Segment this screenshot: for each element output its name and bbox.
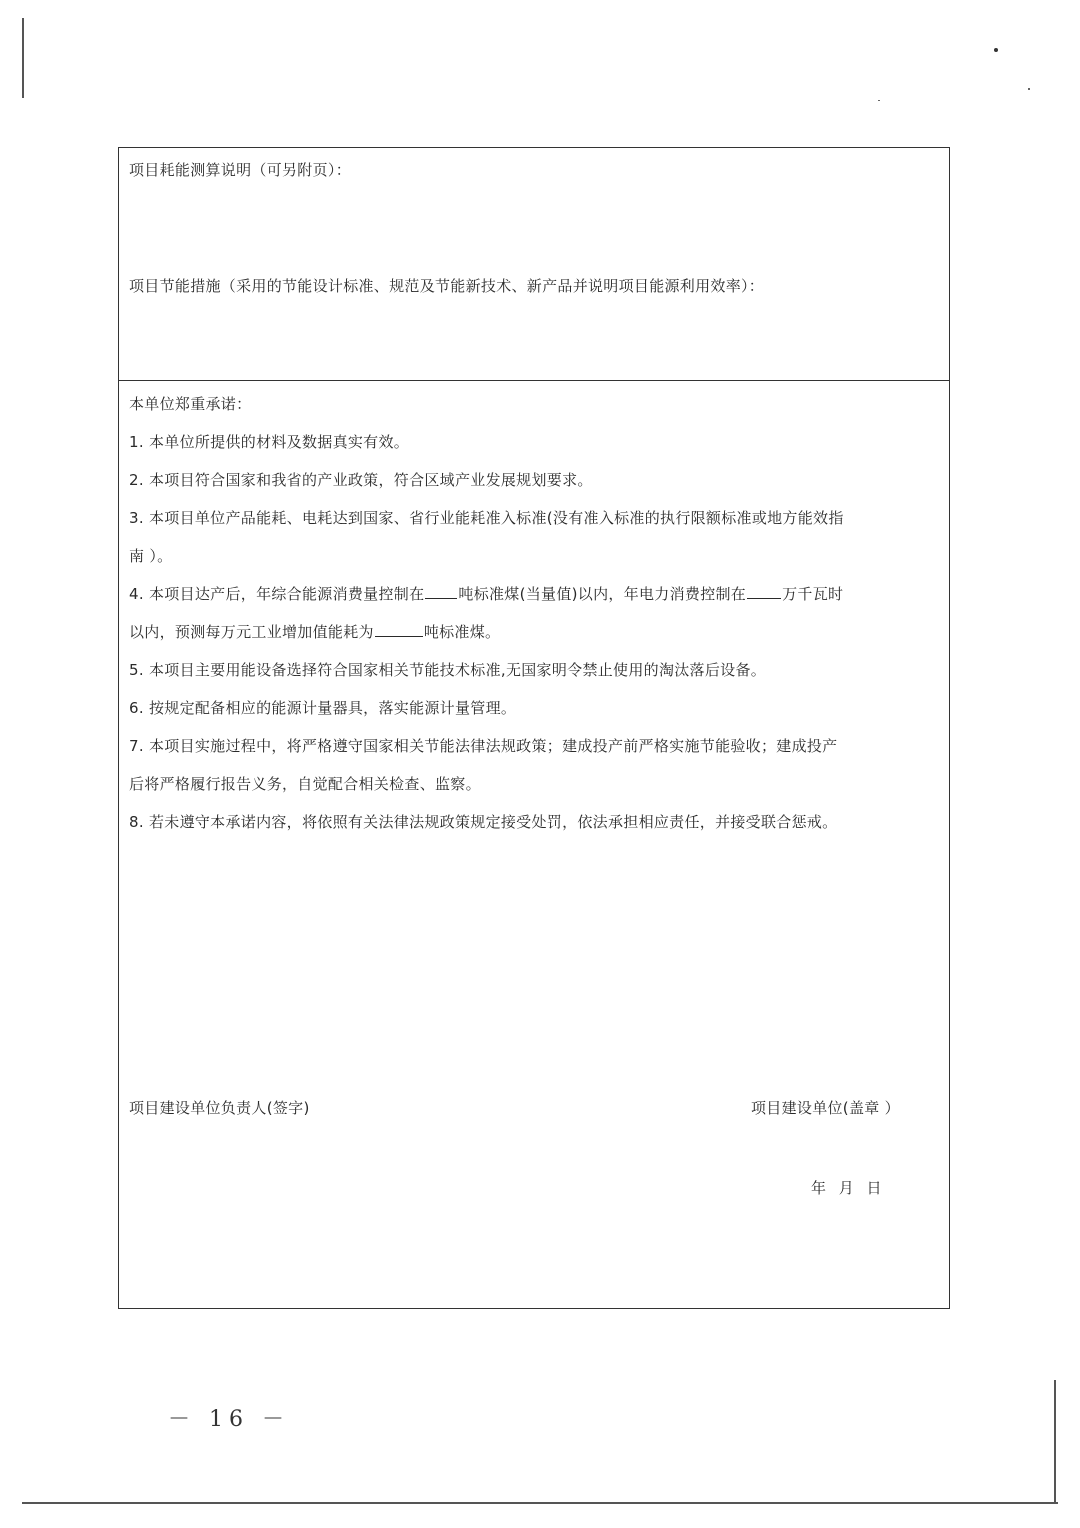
- date-label: 年 月 日: [811, 1179, 886, 1197]
- blank-energy-per-value: [375, 622, 423, 637]
- scan-speck: [994, 48, 998, 52]
- commitment-item-6: 6. 按规定配备相应的能源计量器具，落实能源计量管理。: [129, 699, 517, 717]
- unit-seal-label: 项目建设单位(盖章 ）: [751, 1099, 900, 1117]
- item-4-text-c: 万千瓦时: [782, 585, 844, 603]
- commitment-form: [118, 147, 950, 1309]
- commitment-item-3-cont: 南 ）。: [129, 547, 173, 565]
- commitment-item-2: 2. 本项目符合国家和我省的产业政策，符合区域产业发展规划要求。: [129, 471, 593, 489]
- commitment-item-7: 7. 本项目实施过程中，将严格遵守国家相关节能法律法规政策；建成投产前严格实施节能验收；建成投产: [129, 737, 838, 755]
- commitment-item-7-cont: 后将严格履行报告义务，自觉配合相关检查、监察。: [129, 775, 481, 793]
- responsible-person-signature-label: 项目建设单位负责人(签字): [129, 1099, 310, 1117]
- commitment-item-1: 1. 本单位所提供的材料及数据真实有效。: [129, 433, 410, 451]
- energy-calc-label: 项目耗能测算说明（可另附页）：: [129, 161, 352, 179]
- scan-speck: [878, 100, 880, 101]
- commitment-item-3: 3. 本项目单位产品能耗、电耗达到国家、省行业能耗准入标准(没有准入标准的执行限额标准或地方能效指: [129, 509, 844, 527]
- commitment-heading: 本单位郑重承诺：: [129, 395, 252, 413]
- commitment-item-8: 8. 若未遵守本承诺内容，将依照有关法律法规政策规定接受处罚，依法承担相应责任，并接受联合惩戒。: [129, 813, 838, 831]
- energy-measures-label: 项目节能措施（采用的节能设计标准、规范及节能新技术、新产品并说明项目能源利用效率）：: [129, 277, 765, 295]
- page-number: － 16 －: [168, 1407, 290, 1432]
- commitment-item-4-cont: [129, 622, 500, 642]
- blank-energy-consumption: [425, 584, 457, 599]
- item-4-text-b: 吨标准煤(当量值)以内，年电力消费控制在: [458, 585, 747, 603]
- item-4-text-d: 以内，预测每万元工业增加值能耗为: [129, 623, 374, 641]
- commitment-item-5: 5. 本项目主要用能设备选择符合国家相关节能技术标准,无国家明令禁止使用的淘汰落后设备。: [129, 661, 767, 679]
- scan-edge-right: [1054, 1380, 1056, 1502]
- scan-edge-left: [22, 18, 24, 98]
- scan-edge-bottom: [22, 1502, 1058, 1504]
- item-4-text-e: 吨标准煤。: [423, 623, 501, 641]
- blank-power-consumption: [747, 584, 781, 599]
- section-divider: [119, 380, 949, 381]
- scan-speck: [1028, 88, 1030, 90]
- item-4-text-a: 4. 本项目达产后，年综合能源消费量控制在: [129, 585, 425, 603]
- commitment-item-4: [129, 584, 843, 604]
